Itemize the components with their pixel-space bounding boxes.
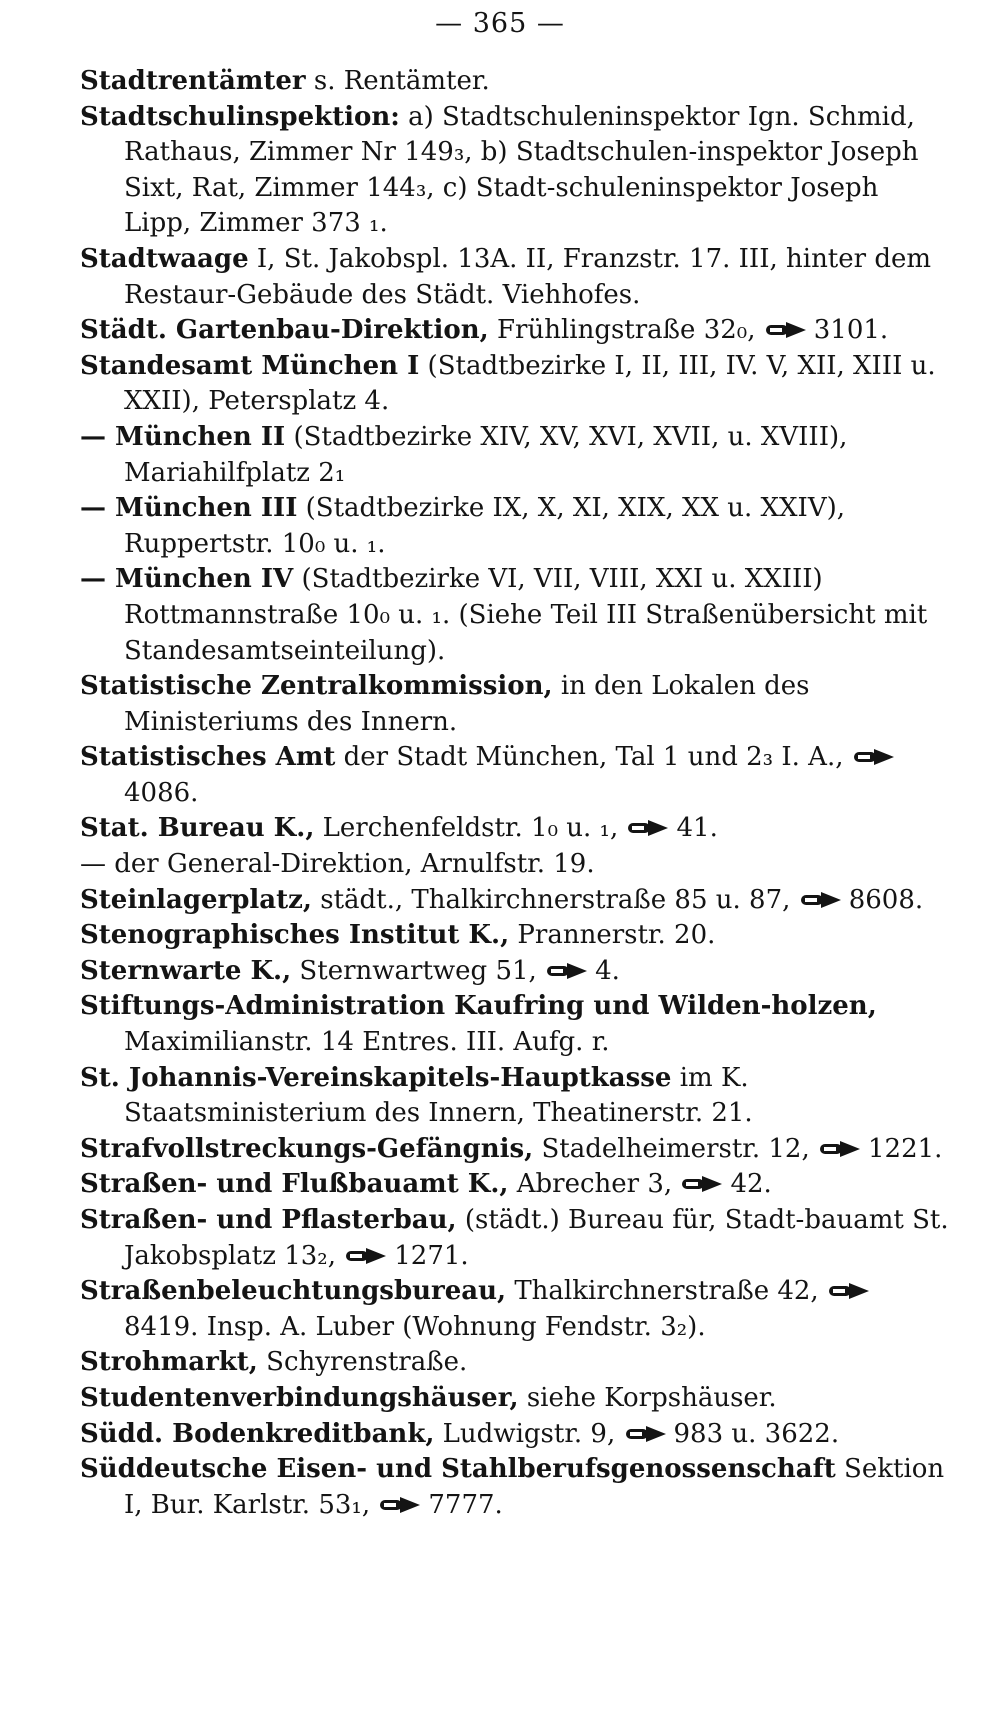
telephone-icon (799, 889, 843, 911)
entry-suedd-bodenkreditbank: Südd. Bodenkreditbank, Ludwigstr. 9, 983 u. 3622. (80, 1418, 840, 1449)
telephone-icon (545, 960, 589, 982)
entry-stadtschulinspektion: Stadtschulinspektion: a) Stadtschuleninspektor Ign. Schmid, Rathaus, Zimmer Nr 149₃, b) Stadtschulen-inspektor Joseph Sixt, Rat, Zimmer 144₃, c) Stadt-schuleninspektor Joseph Lipp, Zimmer 373 ₁. (80, 101, 919, 239)
telephone-icon (852, 746, 896, 768)
entry-standesamt-muenchen-3: — München III (Stadtbezirke IX, X, XI, XIX, XX u. XXIV), Ruppertstr. 10₀ u. ₁. (80, 493, 846, 559)
entry-sternwarte: Sternwarte K., Sternwartweg 51, 4. (80, 955, 620, 986)
entry-steinlagerplatz: Steinlagerplatz, städt., Thalkirchnerstraße 85 u. 87, 8608. (80, 884, 924, 915)
entry-studentenverbindungshaeuser: Studentenverbindungshäuser, siehe Korpshäuser. (80, 1382, 777, 1413)
entry-statistische-zentralkommission: Statistische Zentralkommission, in den Lokalen des Ministeriums des Innern. (80, 671, 810, 737)
entry-stiftungs-administration: Stiftungs-Administration Kaufring und Wilden-holzen, Maximilianstr. 14 Entres. III. Aufg. r. (80, 991, 877, 1058)
telephone-icon (764, 319, 808, 341)
entry-statistisches-amt: Statistisches Amt der Stadt München, Tal 1 und 2₃ I. A., 4086. (80, 740, 950, 811)
entry-strassenbeleuchtungsbureau: Straßenbeleuchtungsbureau, Thalkirchnerstraße 42, 8419. Insp. A. Luber (Wohnung Fendstr. 3₂). (80, 1274, 950, 1345)
entry-gartenbau-direktion: Städt. Gartenbau-Direktion, Frühlingstraße 32₀, 3101. (80, 315, 889, 346)
entry-strohmarkt: Strohmarkt, Schyrenstraße. (80, 1347, 468, 1378)
entry-stadtwaage: Stadtwaage I, St. Jakobspl. 13A. II, Franzstr. 17. III, hinter dem Restaur-Gebäude des Städt. Viehhofes. (80, 243, 932, 310)
telephone-icon (680, 1173, 724, 1195)
entry-standesamt-muenchen-4: — München IV (Stadtbezirke VI, VII, VIII, XXI u. XXIII) Rottmannstraße 10₀ u. ₁. (Siehe Teil III Straßenübersicht mit Standesamtseinteilung). (80, 564, 928, 666)
entry-general-direktion: — der General-Direktion, Arnulfstr. 19. (80, 849, 595, 880)
telephone-icon (818, 1138, 862, 1160)
telephone-icon (827, 1280, 871, 1302)
telephone-icon (626, 817, 670, 839)
entry-strassen-flussbauamt: Straßen- und Flußbauamt K., Abrecher 3, 42. (80, 1169, 772, 1200)
entry-stenographisches-institut: Stenographisches Institut K., Prannerstr. 20. (80, 920, 716, 951)
entry-sueddeutsche-eisen-stahlberufsgenossenschaft: Süddeutsche Eisen- und Stahlberufsgenossenschaft Sektion I, Bur. Karlstr. 53₁, 7777. (80, 1454, 945, 1520)
telephone-icon (378, 1494, 422, 1516)
telephone-icon (344, 1245, 388, 1267)
entry-strassen-pflasterbau: Straßen- und Pflasterbau, (städt.) Bureau für, Stadt-bauamt St. Jakobsplatz 13₂, 1271. (80, 1205, 949, 1271)
entry-stadtrentaemter: Stadtrentämter s. Rentämter. (80, 66, 490, 96)
entry-st-johannis-vereinskapitel: St. Johannis-Vereinskapitels-Hauptkasse im K. Staatsministerium des Innern, Theatinerstr. 21. (80, 1062, 753, 1129)
telephone-icon (624, 1423, 668, 1445)
entry-list (80, 64, 950, 1523)
entry-standesamt-muenchen-1: Standesamt München I (Stadtbezirke I, II, III, IV. V, XII, XIII u. XXII), Petersplatz 4. (80, 350, 936, 417)
entry-standesamt-muenchen-2: — München II (Stadtbezirke XIV, XV, XVI, XVII, u. XVIII), Mariahilfplatz 2₁ (80, 421, 848, 488)
page-number: — 365 — (435, 8, 565, 39)
entry-strafvollstreckungs-gefaengnis: Strafvollstreckungs-Gefängnis, Stadelheimerstr. 12, 1221. (80, 1133, 943, 1164)
entry-stat-bureau: Stat. Bureau K., Lerchenfeldstr. 1₀ u. ₁, 41. (80, 813, 718, 844)
